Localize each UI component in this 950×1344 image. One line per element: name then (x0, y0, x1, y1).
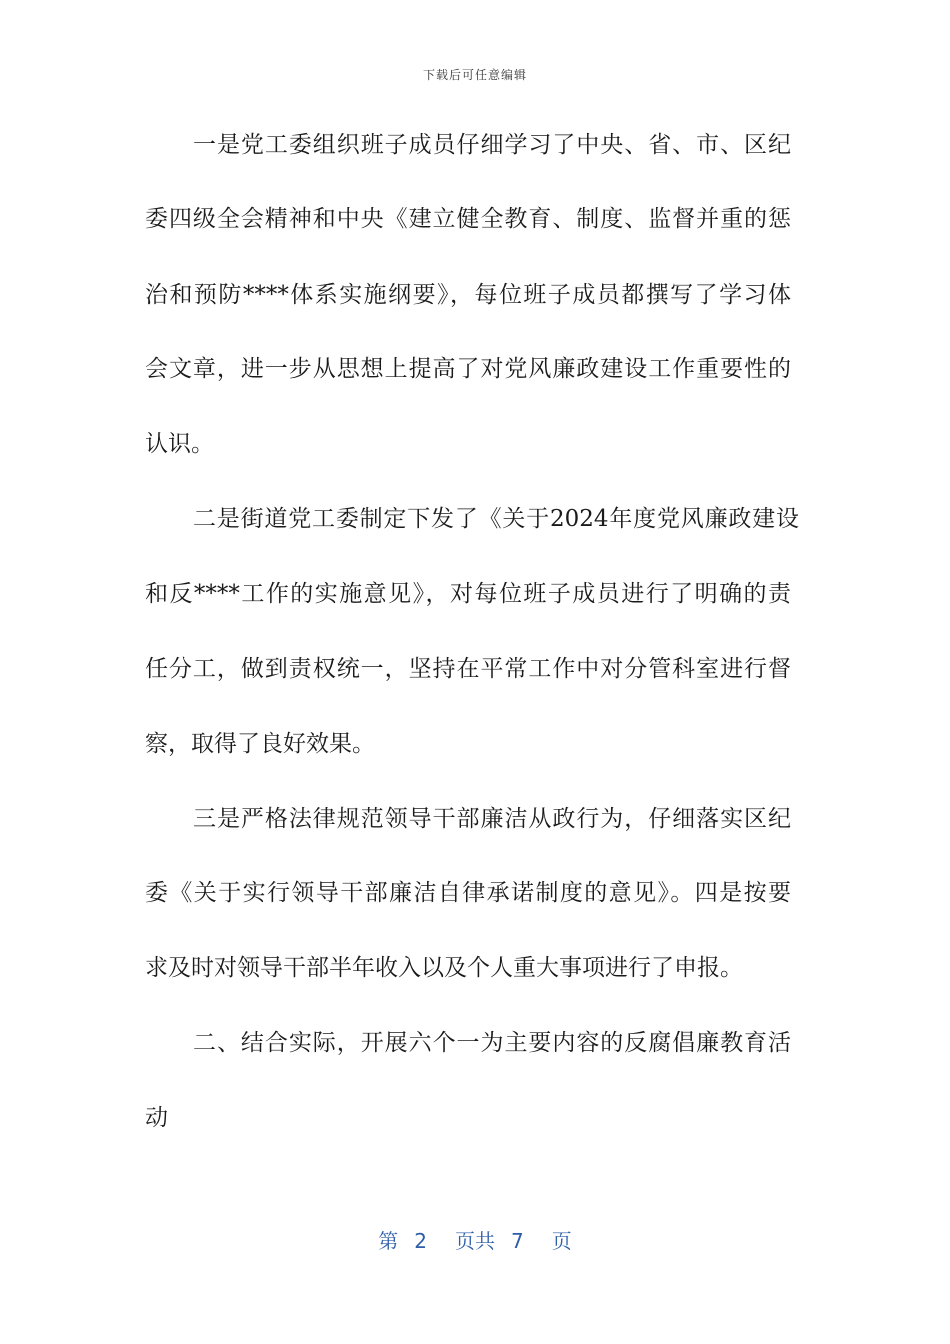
footer-middle: 页共 (455, 1229, 495, 1253)
text-line: 认识。 (145, 431, 214, 457)
text-line: 任分工，做到责权统一，坚持在平常工作中对分管科室进行督 (145, 656, 791, 682)
footer-current-page: 2 (414, 1229, 427, 1253)
footer-total-pages: 7 (511, 1229, 524, 1253)
text-line: 和反****工作的实施意见》，对每位班子成员进行了明确的责 (145, 581, 791, 607)
text-line: 求及时对领导干部半年收入以及个人重大事项进行了申报。 (145, 955, 743, 981)
page-header-note: 下载后可任意编辑 (422, 68, 527, 82)
text-line: 委四级全会精神和中央《建立健全教育、制度、监督并重的惩 (145, 206, 791, 232)
footer-suffix: 页 (551, 1229, 572, 1253)
text-line: 三是严格法律规范领导干部廉洁从政行为，仔细落实区纪 (193, 806, 791, 832)
footer-prefix: 第 (378, 1229, 399, 1253)
text-line: 治和预防****体系实施纲要》，每位班子成员都撰写了学习体 (145, 282, 791, 308)
text-line: 动 (145, 1105, 168, 1131)
text-line: 一是党工委组织班子成员仔细学习了中央、省、市、区纪 (193, 132, 791, 158)
text-line: 会文章，进一步从思想上提高了对党风廉政建设工作重要性的 (145, 356, 791, 382)
text-line: 二、结合实际，开展六个一为主要内容的反腐倡廉教育活 (193, 1030, 791, 1056)
text-line: 二是街道党工委制定下发了《关于2024年度党风廉政建设 (193, 506, 799, 532)
text-line: 委《关于实行领导干部廉洁自律承诺制度的意见》。四是按要 (145, 880, 791, 906)
page-footer (0, 1225, 950, 1254)
text-line: 察，取得了良好效果。 (145, 731, 375, 757)
